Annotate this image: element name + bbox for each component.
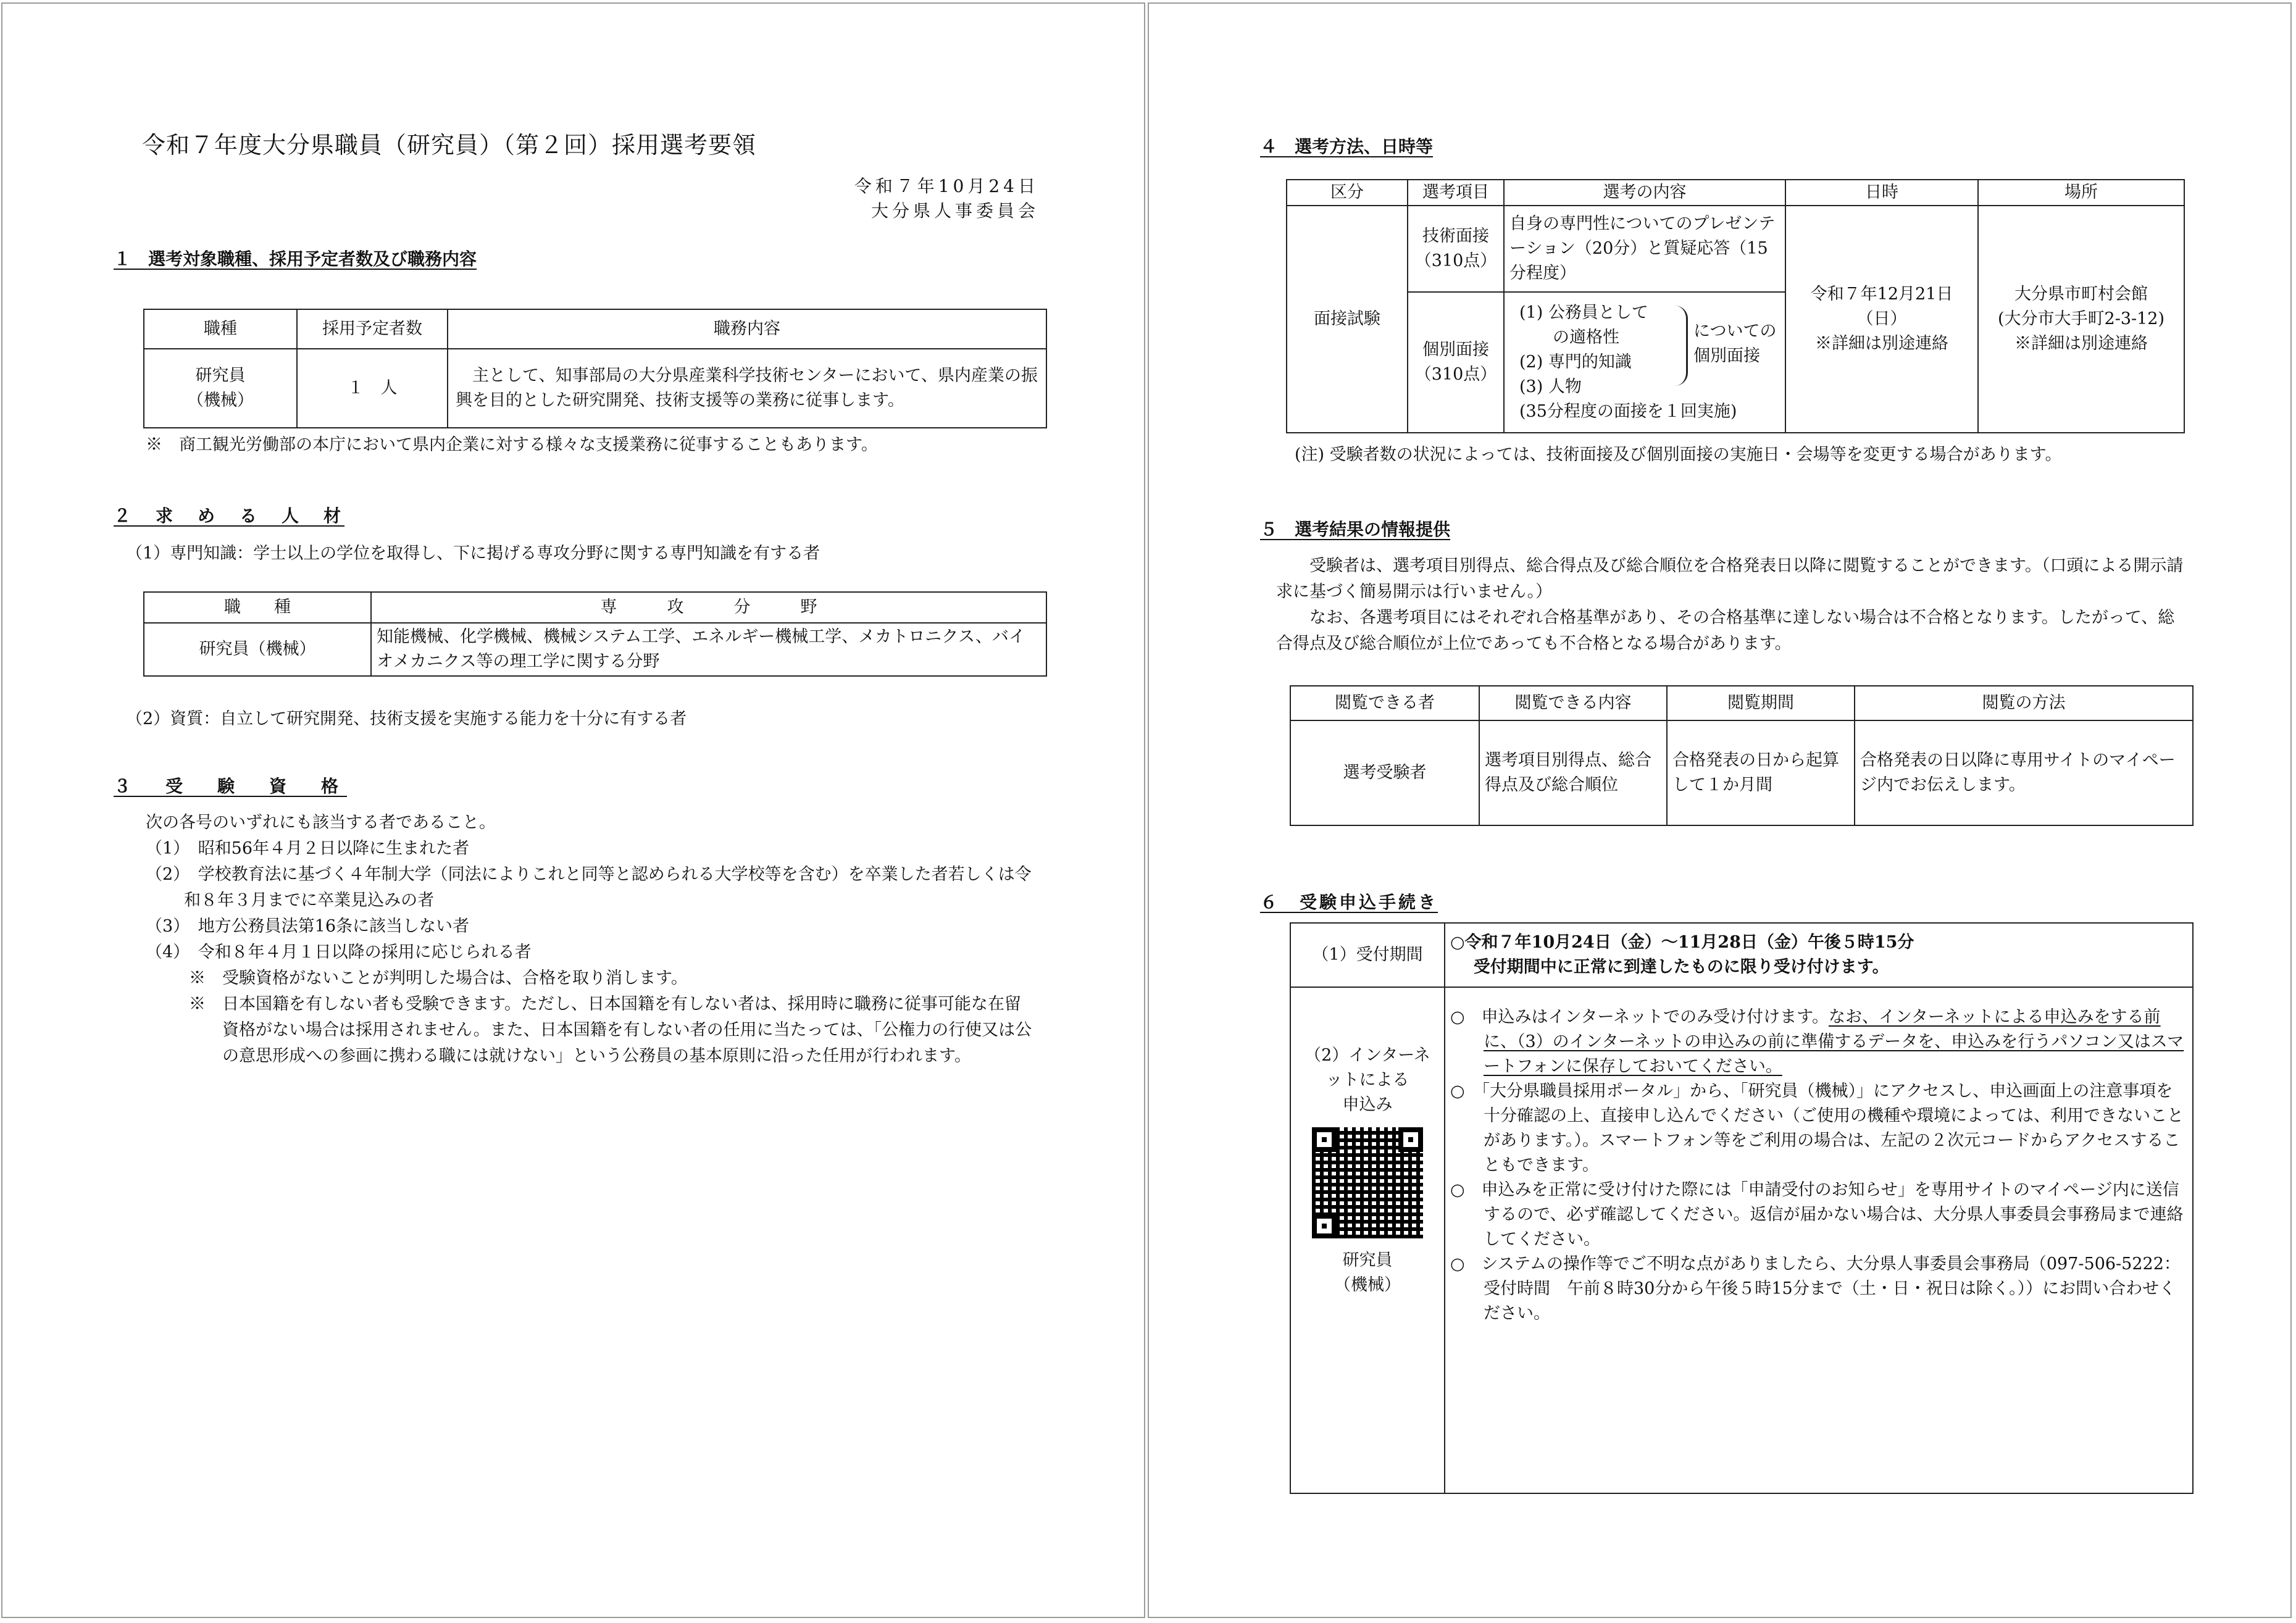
field-cell: 知能機械、化学機械、機械システム工学、エネルギー機械工学、メカトロニクス、バイオメカニクス等の理工学に関する分野 xyxy=(371,623,1046,676)
note-item: ※ 受験資格がないことが判明した場合は、合格を取り消します。 xyxy=(189,969,688,988)
section-2-item-2: （2）資質：自立して研究開発、技術支援を実施する能力を十分に有する者 xyxy=(126,709,687,728)
individual-content-cell: (1) 公務員として の適格性 (2) 専門的知識 (3) 人物 についての個別面接 (35分程度の面接を１回実施) xyxy=(1504,292,1785,433)
col-header-view-content: 閲覧できる内容 xyxy=(1479,686,1667,720)
issuer: 大分県人事委員会 xyxy=(870,201,1039,221)
tech-content-cell: 自身の専門性についてのプレゼンテーション（20分）と質疑応答（15分程度） xyxy=(1504,206,1785,292)
issue-date: 令和７年10月24日 xyxy=(854,176,1039,196)
bullet-4: ○ システムの操作等でご不明な点がありましたら、大分県人事委員会事務局（097-506-5222：受付時間 午前８時30分から午後５時15分まで（土・日・祝日は除く。））にお問い合わせください。 xyxy=(1450,1254,2181,1323)
col-header-view-period: 閲覧期間 xyxy=(1667,686,1855,720)
bullet-3: ○ 申込みを正常に受け付けた際には「申請受付のお知らせ」を専用サイトのマイページ内に送信するので、必ず確認してください。返信が届かない場合は、大分県人事委員会事務局まで連絡してください。 xyxy=(1450,1180,2184,1249)
section-1-table xyxy=(143,309,1047,428)
list-item: （3） 地方公務員法第16条に該当しない者 xyxy=(146,917,470,936)
col-header-item: 選考項目 xyxy=(1408,180,1504,206)
qualification-notes xyxy=(146,966,1035,1069)
viewer-cell: 選考受験者 xyxy=(1290,720,1479,825)
list-item: （1） 昭和56年４月２日以降に生まれた者 xyxy=(146,839,470,858)
section-1-note: ※ 商工観光労働部の本庁において県内企業に対する様々な支援業務に従事することもあります。 xyxy=(146,435,878,454)
right-page xyxy=(1148,2,2292,1618)
section-3-heading: ３ 受 験 資 格 xyxy=(114,776,348,796)
col-header-place: 場所 xyxy=(1978,180,2184,206)
period-label-cell: （1）受付期間 xyxy=(1290,923,1445,987)
place-cell: 大分県市町村会館 (大分市大手町2-3-12) ※詳細は別途連絡 xyxy=(1978,206,2184,433)
page-title: 令和７年度大分県職員（研究員）（第２回）採用選考要領 xyxy=(142,131,757,159)
qr-code-image[interactable] xyxy=(1308,1124,1427,1242)
section-3-body xyxy=(146,810,1035,1069)
col-header-field: 専 攻 分 野 xyxy=(371,592,1046,623)
issue-info xyxy=(854,174,1039,223)
section-1-heading: １ 選考対象職種、採用予定者数及び職務内容 xyxy=(114,249,477,269)
section-3-intro: 次の各号のいずれにも該当する者であること。 xyxy=(146,813,496,832)
view-method-cell: 合格発表の日以降に専用サイトのマイページ内でお伝えします。 xyxy=(1855,720,2193,825)
section-5-paragraph-1: 受験者は、選考項目別得点、総合得点及び総合順位を合格発表日以降に閲覧することができます。（口頭による開示請求に基づく簡易開示は行いません。） xyxy=(1276,556,2184,601)
section-2-heading: ２ 求 め る 人 材 xyxy=(114,506,345,526)
left-page xyxy=(1,2,1145,1618)
col-header-job: 職 種 xyxy=(144,592,371,623)
bullet-2: ○ 「大分県職員採用ポータル」から、「研究員（機械）」にアクセスし、申込画面上の注意事項を十分確認の上、直接申し込んでください（ご使用の機種や環境によっては、利用できないことがあります。）。スマートフォン等をご利用の場合は、左記の２次元コードからアクセスすることもできます。 xyxy=(1450,1082,2184,1175)
section-5-table xyxy=(1290,685,2194,826)
duty-cell: 主として、知事部局の大分県産業科学技術センターにおいて、県内産業の振興を目的とした研究開発、技術支援等の業務に従事します。 xyxy=(448,349,1046,428)
qualification-list xyxy=(146,836,1035,966)
period-line-1: ○令和７年10月24日（金）～11月28日（金）午後５時15分 xyxy=(1450,933,1914,952)
col-header-viewer: 閲覧できる者 xyxy=(1290,686,1479,720)
individual-side-label: についての個別面接 xyxy=(1693,322,1777,365)
col-header-count: 採用予定者数 xyxy=(297,309,448,349)
section-5-paragraph-2: なお、各選考項目にはそれぞれ合格基準があり、その合格基準に達しない場合は不合格となります。したがって、総合得点及び総合順位が上位であっても不合格となる場合があります。 xyxy=(1276,608,2175,653)
col-header-category: 区分 xyxy=(1287,180,1408,206)
internet-details-cell xyxy=(1445,987,2193,1493)
tech-interview-cell: 技術面接 （310点） xyxy=(1408,206,1504,292)
job-cell: 研究員 （機械） xyxy=(144,349,297,428)
section-5-body xyxy=(1276,553,2185,657)
list-item: （4） 令和８年４月１日以降の採用に応じられる者 xyxy=(146,943,532,962)
section-4-heading: ４ 選考方法、日時等 xyxy=(1260,136,1434,157)
category-cell: 面接試験 xyxy=(1287,206,1408,433)
datetime-cell: 令和７年12月21日（日） ※詳細は別途連絡 xyxy=(1785,206,1978,433)
col-header-datetime: 日時 xyxy=(1785,180,1978,206)
period-cell xyxy=(1445,923,2193,987)
internet-label-cell: （2）インターネ ットによる 申込み 研究員 （機械） xyxy=(1290,987,1445,1493)
period-line-2: 受付期間中に正常に到達したものに限り受け付けます。 xyxy=(1473,958,1889,977)
section-6-heading: ６ 受験申込手続き xyxy=(1260,892,1438,912)
section-4-table xyxy=(1286,179,2185,433)
col-header-content: 選考の内容 xyxy=(1504,180,1785,206)
note-item: ※ 日本国籍を有しない者も受験できます。ただし、日本国籍を有しない者は、採用時に職務に従事可能な在留資格がない場合は採用されません。また、日本国籍を有しない者の任用に当たっては、「公権力の行使又は公の意思形成への参画に携わる職には就けない」という公務員の基本原則に沿った任用が行われます。 xyxy=(189,995,1032,1066)
col-header-job: 職種 xyxy=(144,309,297,349)
section-2-table xyxy=(143,591,1047,677)
list-item: （2） 学校教育法に基づく４年制大学（同法によりこれと同等と認められる大学校等を含む）を卒業した者若しくは令和８年３月までに卒業見込みの者 xyxy=(146,865,1032,910)
section-4-note: (注) 受験者数の状況によっては、技術面接及び個別面接の実施日・会場等を変更する場合があります。 xyxy=(1295,445,2062,464)
section-6-table xyxy=(1290,922,2194,1494)
view-period-cell: 合格発表の日から起算して１か月間 xyxy=(1667,720,1855,825)
individual-interview-cell: 個別面接 （310点） xyxy=(1408,292,1504,433)
count-cell: １ 人 xyxy=(297,349,448,428)
section-5-heading: ５ 選考結果の情報提供 xyxy=(1260,519,1451,540)
view-content-cell: 選考項目別得点、総合得点及び総合順位 xyxy=(1479,720,1667,825)
col-header-view-method: 閲覧の方法 xyxy=(1855,686,2193,720)
section-2-item-1: （1）専門知識：学士以上の学位を取得し、下に掲げる専攻分野に関する専門知識を有する者 xyxy=(126,544,820,563)
brace-shape xyxy=(1675,306,1688,386)
bullet-1: ○ 申込みはインターネットでのみ受け付けます。なお、インターネットによる申込みをする前に、（3）のインターネットの申込みの前に準備するデータを、申込みを行うパソコン又はスマートフォンに保存しておいてください。 xyxy=(1450,1008,2184,1076)
job-cell: 研究員（機械） xyxy=(144,623,371,676)
col-header-duty: 職務内容 xyxy=(448,309,1046,349)
